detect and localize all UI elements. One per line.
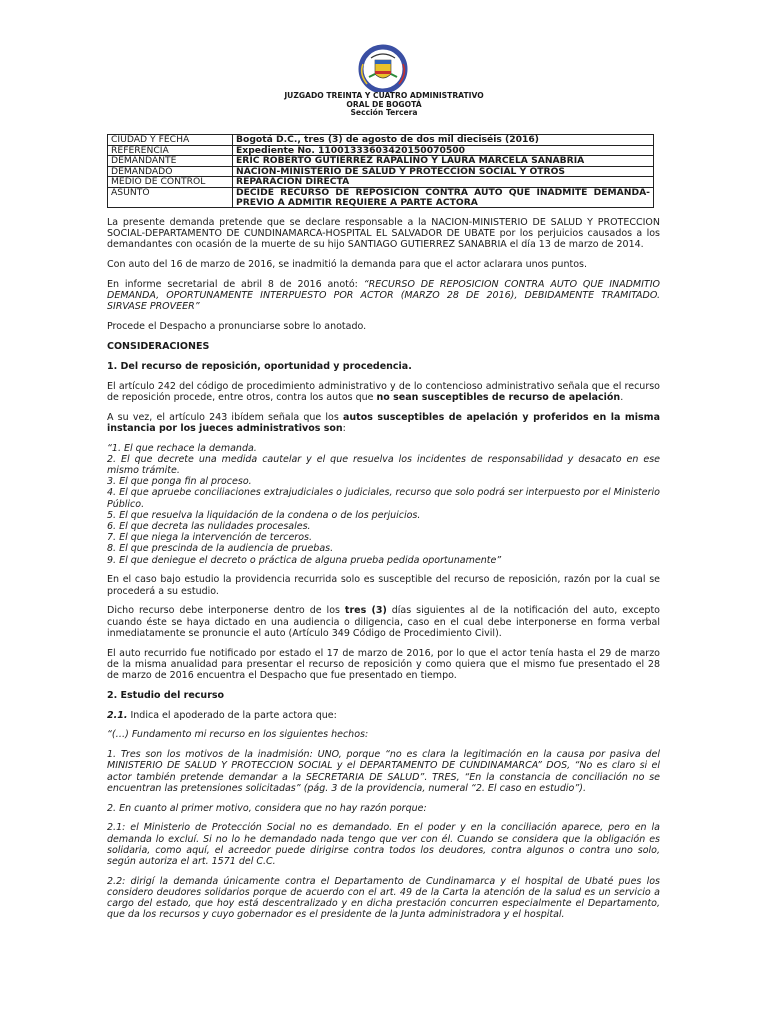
text-run: En informe secretarial de abril 8 de 2016 anotó: — [107, 279, 364, 290]
list-item: 2. El que decrete una medida cautelar y el que resuelva los incidentes de responsabilidad y desacato en ese mismo trámite. — [107, 453, 660, 476]
item-number: 2.1. — [107, 709, 128, 721]
row-key: DEMANDADO — [108, 166, 233, 177]
row-value: Expediente No. 11001333603420150070500 — [233, 145, 654, 156]
paragraph — [107, 412, 660, 434]
list-item: 6. El que decreta las nulidades procesales. — [107, 521, 311, 533]
quoted-list — [107, 443, 660, 566]
court-section: Sección Tercera — [350, 108, 418, 118]
paragraph: “(…) Fundamento mi recurso en los siguientes hechos: — [107, 729, 369, 741]
row-value: NACION-MINISTERIO DE SALUD Y PROTECCION SOCIAL Y OTROS — [233, 166, 654, 177]
paragraph: Procede el Despacho a pronunciarse sobre lo anotado. — [107, 321, 367, 333]
table-row — [108, 135, 654, 146]
paragraph: El auto recurrido fue notificado por estado el 17 de marzo de 2016, por lo que el actor tenía hasta el 29 de marzo de la misma anualidad para presentar el recurso de reposición y como quiera que el mismo fue presentado el 28 de marzo de 2016 encuentra el Despacho que fue presentado en tiempo. — [107, 647, 660, 682]
row-key: CIUDAD Y FECHA — [108, 135, 233, 146]
paragraph — [107, 605, 660, 639]
text-run: Indica el apoderado de la parte actora que: — [127, 709, 337, 721]
list-item: 5. El que resuelva la liquidación de la condena o de los perjuicios. — [107, 509, 421, 521]
row-value: Bogotá D.C., tres (3) de agosto de dos mil dieciséis (2016) — [233, 135, 654, 146]
list-item: 4. El que apruebe conciliaciones extrajudiciales o judiciales, recurso que solo podrá ser interpuesto por el Ministerio Público. — [107, 487, 660, 510]
document-body — [107, 217, 660, 929]
paragraph: Con auto del 16 de marzo de 2016, se inadmitió la demanda para que el actor aclarara unos puntos. — [107, 259, 587, 271]
subsection-heading: 1. Del recurso de reposición, oportunidad y procedencia. — [107, 360, 412, 372]
text-run: Dicho recurso debe interponerse dentro de los — [107, 605, 345, 617]
row-value: DECIDE RECURSO DE REPOSICION CONTRA AUTO QUE INADMITE DEMANDA- PREVIO A ADMITIR REQUIERE A PARTE ACTORA — [233, 187, 654, 207]
paragraph — [107, 279, 660, 313]
row-key: ASUNTO — [108, 187, 233, 207]
list-item: “1. El que rechace la demanda. — [107, 442, 257, 454]
text-run: A su vez, el artículo 243 ibídem señala que los — [107, 411, 343, 423]
text-run: días siguientes al de la notificación del auto, excepto cuando éste se haya dictado en una audiencia o diligencia, caso en el cual debe interponerse en forma verbal inmediatamente se pronuncie el auto (Artículo 349 Código de Procedimiento Civil). — [107, 605, 660, 639]
text-run: : — [342, 422, 346, 434]
court-type: ORAL DE BOGOTÁ — [346, 99, 422, 109]
court-header — [0, 92, 768, 118]
table-row — [108, 156, 654, 167]
row-value: REPARACION DIRECTA — [233, 177, 654, 188]
section-heading: CONSIDERACIONES — [107, 341, 210, 352]
paragraph — [107, 381, 660, 403]
paragraph: 2.2: dirigí la demanda únicamente contra el Departamento de Cundinamarca y el hospital de Ubaté pues los considero deudores solidarios porque de acuerdo con el art. 49 de la Carta la atención de la salud es un servicio a cargo del estado, que hoy está descentralizado y en dicha prestación concurren especialmente el Departamento, que da los recursos y cuyo gobernador es el presidente de la Junta administradora y el hospital. — [107, 875, 660, 921]
text-run: El artículo 242 del código de procedimiento administrativo y de lo contencioso administrativo señala que el recurso de reposición procede, entre otros, contra los autos que — [107, 380, 660, 403]
list-item: 9. El que deniegue el decreto o práctica de alguna prueba pedida oportunamente” — [107, 554, 502, 566]
table-row — [108, 187, 654, 207]
paragraph: La presente demanda pretende que se declare responsable a la NACION-MINISTERIO DE SALUD Y PROTECCION SOCIAL-DEPARTAMENTO DE CUNDINAMARCA-HOSPITAL EL SALVADOR DE UBATE por los perjuicios causados a los demandantes con ocasión de la muerte de su hijo SANTIAGO GUTIERREZ SANABRIA el día 13 de marzo de 2014. — [107, 217, 660, 251]
paragraph: 1. Tres son los motivos de la inadmisión: UNO, porque “no es clara la legitimación en la causa por pasiva del MINISTERIO DE SALUD Y PROTECCION SOCIAL y el DEPARTAMENTO DE CUNDINAMARCA” DOS, “No es claro si el actor también pretende demandar a la SECRETARIA DE SALUD”. TRES, “En la constancia de conciliación no se encuentran las pretensiones solicitadas” (pág. 3 de la providencia, numeral “2. El caso en estudio”). — [107, 749, 660, 794]
row-key: DEMANDANTE — [108, 156, 233, 167]
emphasis: autos susceptibles de apelación y proferidos en la misma instancia por los jueces administrativos son — [107, 411, 660, 434]
court-name: JUZGADO TREINTA Y CUATRO ADMINISTRATIVO — [284, 91, 484, 100]
text-run: . — [620, 391, 624, 403]
row-key: REFERENCIA — [108, 145, 233, 156]
list-item: 7. El que niega la intervención de terceros. — [107, 532, 312, 544]
list-item: 8. El que prescinda de la audiencia de pruebas. — [107, 543, 334, 555]
emphasis: no sean susceptibles de recurso de apelación — [376, 391, 621, 403]
paragraph: 2. En cuanto al primer motivo, considera que no hay razón porque: — [107, 802, 427, 814]
table-row — [108, 145, 654, 156]
row-key: MEDIO DE CONTROL — [108, 177, 233, 188]
table-row — [108, 177, 654, 188]
case-info-table — [107, 134, 654, 208]
list-item: 3. El que ponga fin al proceso. — [107, 476, 252, 488]
coat-of-arms-seal — [349, 44, 417, 92]
paragraph: En el caso bajo estudio la providencia recurrida solo es susceptible del recurso de reposición, razón por la cual se procederá a su estudio. — [107, 574, 660, 597]
paragraph: 2.1: el Ministerio de Protección Social no es demandado. En el poder y en la conciliación aparece, pero en la demanda lo excluí. Si no lo he demandado nada tengo que ver con él. Cuando se considera que la obligación es solidaria, como aquí, el acreedor puede dirigirse contra todos los deudores, contra algunos o contra uno solo, según autoriza el art. 1571 del C.C. — [107, 822, 660, 868]
subsection-heading: 2. Estudio del recurso — [107, 689, 225, 701]
quoted-report: “RECURSO DE REPOSICION CONTRA AUTO QUE INADMITIO DEMANDA, OPORTUNAMENTE INTERPUESTO POR ACTOR (MARZO 28 DE 2016), DEBIDAMENTE TRAMITADO. SIRVASE PROVEER” — [107, 279, 660, 313]
table-row — [108, 166, 654, 177]
paragraph — [107, 710, 660, 721]
emphasis: tres (3) — [344, 605, 387, 617]
row-value: ERIC ROBERTO GUTIERREZ RAPALINO Y LAURA MARCELA SANABRIA — [233, 156, 654, 167]
